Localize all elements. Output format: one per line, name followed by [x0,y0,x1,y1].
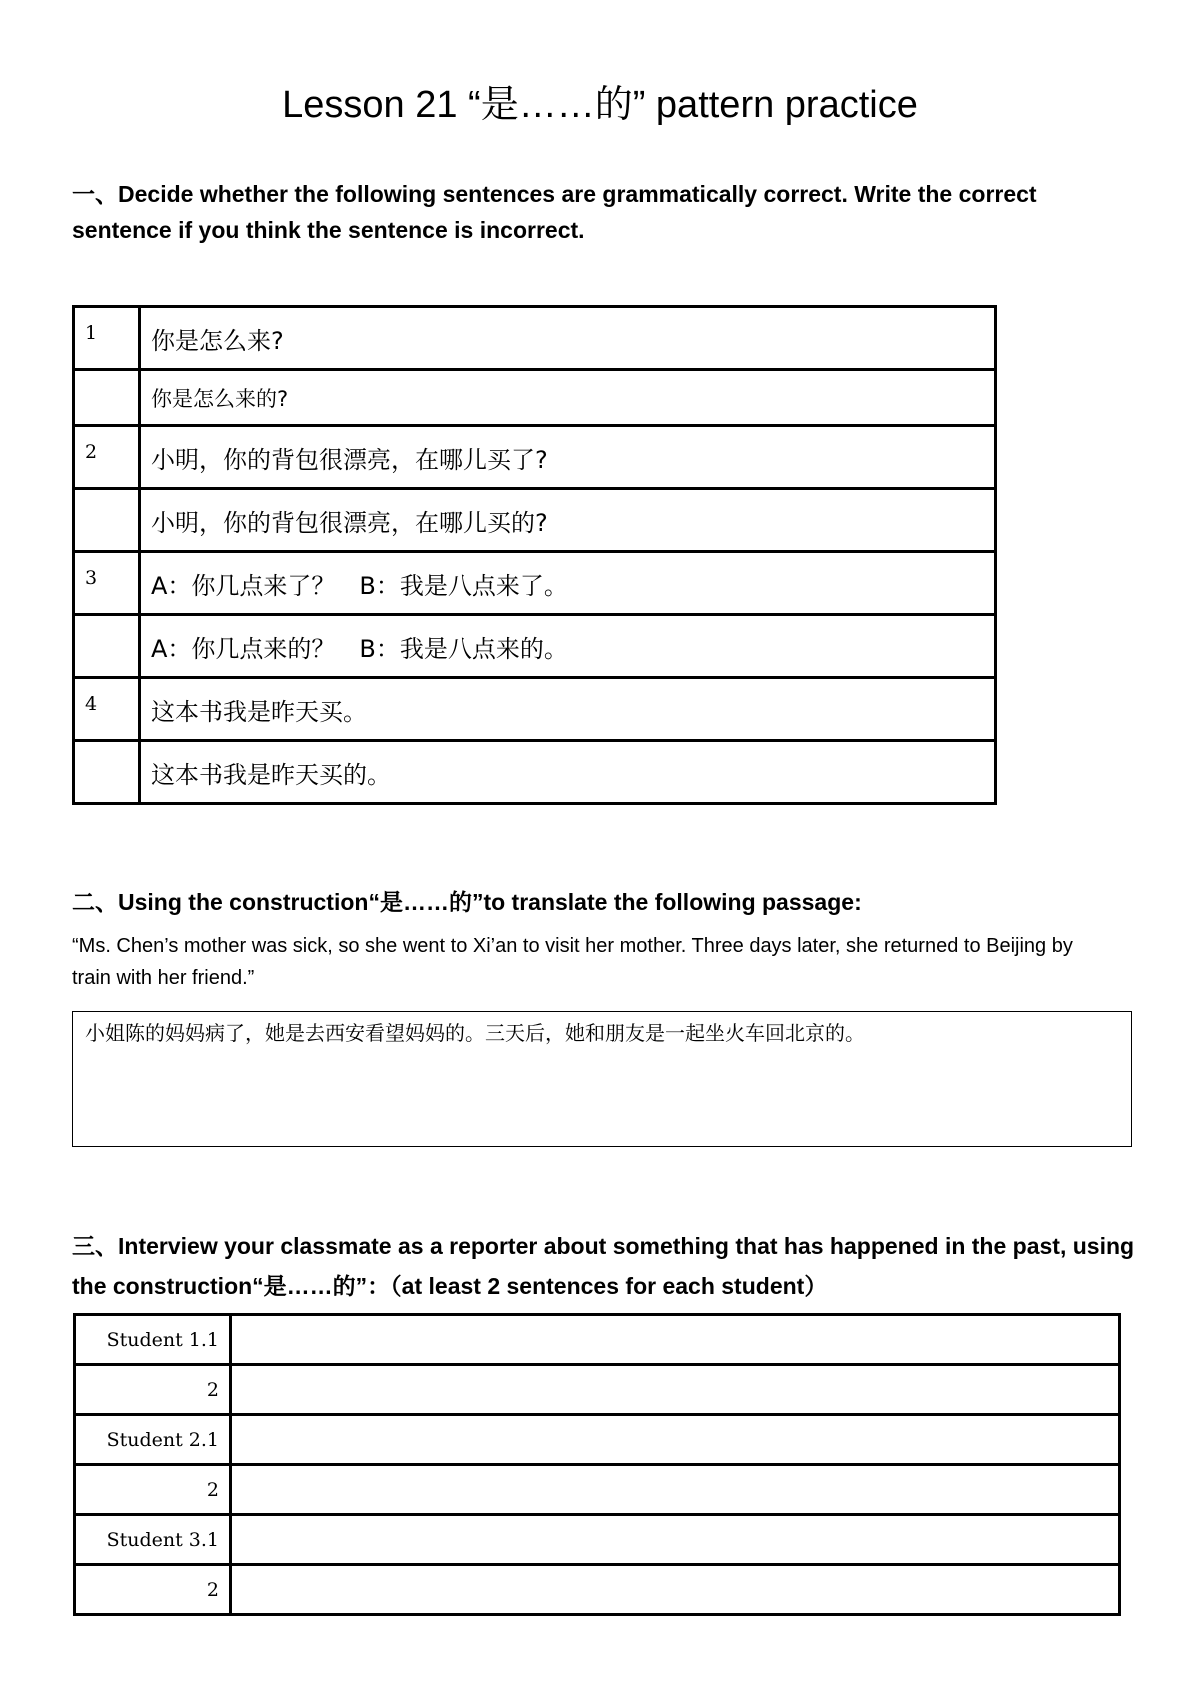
section-2-heading: 二、Using the construction“是……的”to translate the following passage: [72,889,862,915]
corrected-sentence[interactable]: 这本书我是昨天买的。 [140,741,996,804]
item-number-blank [74,615,140,678]
item-number-blank [74,370,140,426]
interview-answer-cell[interactable] [231,1315,1120,1365]
corrected-sentence[interactable]: 你是怎么来的? [140,370,996,426]
item-number: 4 [74,678,140,741]
student-label: Student 1.1 [75,1315,231,1365]
student-label: Student 3.1 [75,1515,231,1565]
item-number: 2 [74,426,140,489]
student-label: 2 [75,1465,231,1515]
original-sentence: 这本书我是昨天买。 [140,678,996,741]
translation-answer-box[interactable]: 小姐陈的妈妈病了，她是去西安看望妈妈的。三天后，她和朋友是一起坐火车回北京的。 [72,1011,1132,1147]
translation-passage: “Ms. Chen’s mother was sick, so she went to Xi’an to visit her mother. Three days later, she returned to Beijing by train with her friend.” [72,935,1073,989]
interview-answer-cell[interactable] [231,1465,1120,1515]
original-sentence: 你是怎么来? [140,307,996,370]
original-sentence: 小明，你的背包很漂亮，在哪儿买了? [140,426,996,489]
section-1-heading: 一、Decide whether the following sentences are grammatically correct. Write the correct sentence if you think the sentence is incorrect. [72,181,1037,243]
section-3-heading: 三、Interview your classmate as a reporter about something that has happened in the past, using the construction“是……的”：（at least 2 sentences for each student） [72,1233,1135,1299]
item-number: 1 [74,307,140,370]
student-label: Student 2.1 [75,1415,231,1465]
student-label: 2 [75,1565,231,1615]
interview-answer-cell[interactable] [231,1365,1120,1415]
interview-answer-cell[interactable] [231,1515,1120,1565]
interview-table [73,1313,1121,1616]
student-label: 2 [75,1365,231,1415]
corrected-sentence[interactable]: A：你几点来的？ B：我是八点来的。 [140,615,996,678]
correction-table [72,305,997,805]
corrected-sentence[interactable]: 小明，你的背包很漂亮，在哪儿买的? [140,489,996,552]
interview-answer-cell[interactable] [231,1415,1120,1465]
item-number-blank [74,489,140,552]
interview-answer-cell[interactable] [231,1565,1120,1615]
original-sentence: A：你几点来了？ B：我是八点来了。 [140,552,996,615]
page-title: Lesson 21 “是……的” pattern practice [282,84,918,126]
item-number-blank [74,741,140,804]
item-number: 3 [74,552,140,615]
